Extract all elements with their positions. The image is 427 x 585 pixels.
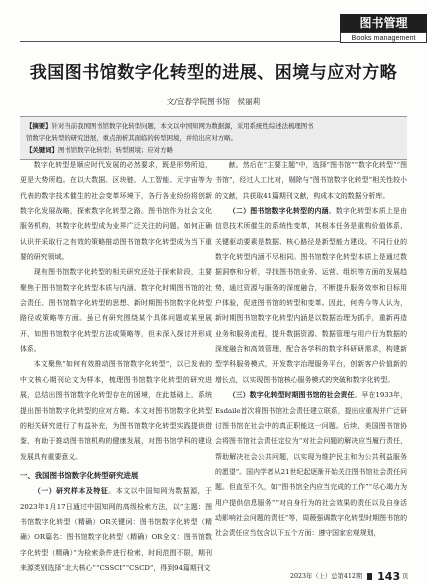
section-title-en: Books management: [340, 32, 427, 43]
right-paragraph-1: 献。然后在“主要主题”中，选择“图书馆”“数字化转型”“图书馆”，经过人工比对，剔除与“图书馆数字化转型”相关性较小的文献，共获取41篇期刊文献，构成本文的数据分析库。: [215, 161, 407, 200]
abstract-label: 【摘要】: [26, 122, 52, 130]
right-column: [215, 158, 407, 542]
page-marker: [367, 573, 372, 580]
keywords-line: [26, 145, 173, 154]
article-author: 文/宜春学院图书馆 侯丽莉: [166, 97, 261, 106]
subheading-3: （三）数字化转型时期图书馆的社会责任: [228, 391, 355, 400]
section-title-cn: 图书管理: [340, 14, 427, 32]
abstract-line-1: [26, 121, 314, 130]
page-footer: [290, 570, 408, 583]
section-heading-1: 一、我国图书馆数字化转型研究进展: [20, 470, 139, 480]
subheading-2: （二）图书馆数字化转型的内涵: [228, 207, 329, 216]
keywords-label: 【关键词】: [26, 146, 58, 154]
header-rule: [20, 41, 340, 42]
subheading-1: （一）研究样本及特征: [33, 487, 109, 496]
subheading-1-text: 。本文以中国知网为数据源，于2023年1月17日通过中国知网的高级检索方法，以“主题：图书馆数字化转型（精确）OR关键词：图书馆数字化转型（精确）OR篇名：图书馆数字化转型（精确）OR全文：图书馆数字化转型（精确）”为检索条件进行检索，时间范围不限，期刊来源类别选择“北大核心”“CSSCI”“CSCD”，得到94篇期刊文: [20, 487, 212, 572]
left-column: [20, 158, 212, 576]
page-label: 页: [402, 573, 409, 580]
left-paragraph-4: [20, 484, 212, 576]
left-paragraph-3: 本文聚焦“如何有效推动图书馆数字化转型”，以已发表的中文核心期刊论文为样本，梳理图书馆数字化转型的研究进展，总结出图书馆数字化转型存在的困境，在此基础上，系统提出图书馆数字化转型的应对方略。本文对图书馆数字化转型的相关研究进行了有益补充，为图书馆数字化转型实践提供借鉴，有助于推动图书馆机构的健康发展，对图书馆学科的建设发展具有重要意义。: [20, 360, 212, 461]
right-paragraph-3: [215, 388, 407, 541]
keywords-text: 图书馆数字化转型；转型困境；应对方略: [57, 146, 173, 154]
subheading-3-text: 。早在1933年，Esdaile首次将图书馆社会责任建立联系，提出应重视并广泛研讨图书馆在社会中的真正职能这一问题。后续，美国图书馆协会将图书馆社会责任定位为“对社会问题的解决应当履行责任，帮助解决社会公共问题，以实现为维护民主和为公共利益服务的愿望”。国内学者从21世纪起逐渐开始关注图书馆社会责任问题。但直至不久，如“图书馆全内应当完成的工作”“尽心竭力为用户提供信息服务”“对自身行为的社会效果的责任以及自身活动影响社会问题的责任”等，周薇强调数字化转型时期图书馆的社会责任应当包含以下五个方面：遵守国家宏观规划，: [215, 391, 407, 538]
abstract-text-1: 针对当前我国图书馆数字化转型问题，本文以中国知网为数据源，采用系统性综述法梳理图书: [51, 122, 314, 130]
section-header: [340, 14, 427, 43]
left-paragraph-1: 数字化转型是顺应时代发展的必然要求，既是形势所迫，更是大势所趋。在以大数据、区块链、人工智能、元宇宙等为代表的数字技术催生的社会变革环境下，各行各业纷纷将创新数字化发展战略，探索数字化转型之路。图书馆作为社会文化服务机构，其数字化转型成为业界广泛关注的问题。如何正确认识并采取行之有效的策略推动图书馆数字化转型成为当下重要的研究领域。: [20, 161, 212, 262]
issue-info: 2023年（上）总第412期: [290, 573, 363, 580]
page-number: 143: [377, 570, 401, 583]
article-title: 我国图书馆数字化转型的进展、困境与应对方略: [29, 63, 398, 83]
abstract-box: [20, 116, 407, 160]
left-paragraph-2: 现有图书馆数字化转型的相关研究还处于探索阶段，主要聚焦于图书馆数字化转型本质与内涵、数字化时期图书馆的社会责任、图书馆数字化转型的思想、新时期图书馆数字化转型路径或策略等方面。虽已有研究围绕某个具体问题或某里展开，如图书馆数字化转型方法或策略等，但未深入探讨并形成体系。: [20, 268, 212, 354]
subheading-2-text: 。数字化转型本质上是由信息技术所催生的系统性变革，其根本任务是重构价值体系、关键驱动要素是数据、核心路径是新型能力建设。不同行业的数字化转型内涵不尽相同。图书馆数字化转型本质上是通过数据洞察和分析，寻找图书馆业务、运营、组织等方面的发展趋势，通过资源与服务的深度融合，不断提升服务效率和目标用户体验，促进图书馆的转型和变革。因此，何秀今等人认为，新时期图书馆数字化转型内涵是以数据治理为抓手，重新再造业务和服务流程，提升数据资源、数据管理与用户行为数据的深度融合和高效管理，配合各学科的数字科研研需求，构建新型学科服务模式，开发数字治理服务平台，创新客户价值新的增长点，以实现图书馆核心服务模式的突破和数字化转型。: [215, 207, 408, 384]
right-paragraph-2: [215, 204, 407, 388]
abstract-line-2: 馆数字化转型的研究进展，重点剖析其面临的转型困境，并给出应对方略。: [26, 134, 237, 142]
